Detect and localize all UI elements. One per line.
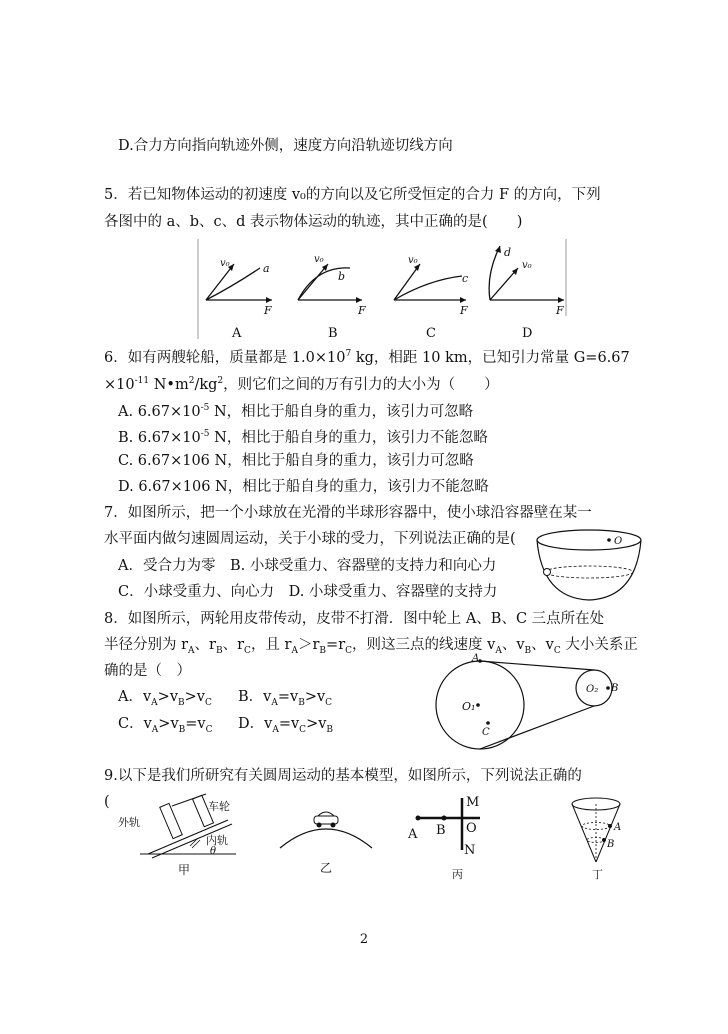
q8-line3: 确的是（ ） bbox=[104, 663, 191, 679]
q7-options-cd: C．小球受重力、向心力 D. 小球受重力、容器壁的支持力 bbox=[118, 584, 498, 600]
q9-jia-outer-rail: 外轨 bbox=[118, 816, 140, 829]
q8-point-a: A bbox=[472, 653, 480, 664]
q5-panel-label-c: C bbox=[426, 326, 436, 341]
q9-jia-inner-rail: 内轨 bbox=[206, 834, 228, 847]
q6-option-b: B. $6.67\times 10^{-5}$ N，相比于船自身的重力，该引力不能忽略 bbox=[118, 429, 488, 446]
q9-jia-theta: θ bbox=[210, 846, 217, 857]
q5-panel-a bbox=[206, 258, 272, 341]
q9-bing-label-n: N bbox=[464, 843, 476, 858]
q9-fig-yi-arch-bridge bbox=[276, 800, 376, 880]
q9-ding-label-a: A bbox=[614, 822, 622, 833]
q8-point-b: B bbox=[611, 683, 619, 694]
page-number: 2 bbox=[359, 932, 369, 947]
q5-d-F: F bbox=[556, 304, 564, 317]
q5-panel-label-a: A bbox=[232, 326, 242, 341]
q5-b-curve: b bbox=[338, 270, 346, 283]
q9-bing-label-a: A bbox=[408, 827, 418, 842]
q4-option-d: D.合力方向指向轨迹外侧，速度方向沿轨迹切线方向 bbox=[118, 138, 453, 154]
q5-d-curve: d bbox=[504, 246, 512, 259]
q9-line2: ( bbox=[104, 794, 110, 810]
q5-d-v0: v₀ bbox=[522, 260, 532, 271]
q9-bing-label-b: B bbox=[436, 823, 446, 838]
q5-c-F: F bbox=[460, 304, 468, 317]
q7-hemisphere-figure bbox=[534, 528, 644, 604]
q5-trajectory-figure bbox=[198, 236, 570, 340]
q9-bing-label-m: M bbox=[466, 795, 480, 810]
q7-options-ab: A．受合力为零 B. 小球受重力、容器壁的支持力和向心力 bbox=[118, 558, 497, 574]
q6-option-c: C. 6.67×106 N，相比于船自身的重力，该引力可忽略 bbox=[118, 453, 474, 469]
q8-option-d: D．$v_A=v_C>v_B$ bbox=[238, 716, 334, 735]
q5-a-v0: v₀ bbox=[220, 258, 230, 269]
q8-option-a: A．$v_A>v_B>v_C$ bbox=[118, 689, 212, 708]
q5-b-F: F bbox=[358, 304, 366, 317]
q5-panel-c bbox=[394, 255, 468, 341]
q9-ding-label-b: B bbox=[607, 839, 615, 850]
q9-fig-bing-rod bbox=[404, 792, 504, 882]
q5-panel-d bbox=[489, 246, 564, 341]
q5-b-v0: v₀ bbox=[314, 254, 324, 265]
q9-jia-caption: 甲 bbox=[178, 863, 191, 877]
q8-option-c: C．$v_A>v_B=v_C$ bbox=[118, 716, 213, 735]
q9-ding-caption: 丁 bbox=[592, 868, 603, 881]
q6-line2: $\times 10^{-11}$ $N•m^2/kg^2$，则它们之间的万有引力的大小为（ ） bbox=[104, 376, 499, 393]
q5-panel-b bbox=[298, 254, 366, 341]
q5-a-F: F bbox=[264, 304, 272, 317]
q5-c-curve: c bbox=[462, 272, 469, 285]
q9-fig-jia-banked-track bbox=[118, 792, 268, 882]
q8-center-o1: O₁ bbox=[462, 700, 476, 713]
q6-line1: 6．如有两艘轮船，质量都是 $1.0\times 10^7$ kg，相距 10 km，已知引力常量 G=6.67 bbox=[104, 349, 630, 366]
q7-line2: 水平面内做匀速圆周运动，关于小球的受力，下列说法正确的是( bbox=[104, 531, 516, 547]
q5-line2: 各图中的 a、b、c、d 表示物体运动的轨迹，其中正确的是( ) bbox=[104, 214, 523, 230]
q8-line1: 8．如图所示，两轮用皮带传动，皮带不打滑．图中轮上 A、B、C 三点所在处 bbox=[104, 611, 605, 627]
q5-a-curve: a bbox=[263, 262, 270, 275]
q8-belt-figure bbox=[432, 655, 622, 755]
q7-line1: 7．如图所示，把一个小球放在光滑的半球形容器中，使小球沿容器壁在某一 bbox=[104, 505, 592, 521]
q9-bing-caption: 丙 bbox=[452, 868, 463, 881]
q5-panel-label-d: D bbox=[522, 326, 533, 341]
q5-panel-label-b: B bbox=[328, 326, 338, 341]
q6-option-d: D. 6.67×106 N，相比于船自身的重力，该引力不能忽略 bbox=[118, 479, 489, 495]
q9-fig-ding-cone bbox=[566, 792, 636, 882]
q8-option-b: B．$v_A=v_B>v_C$ bbox=[238, 689, 333, 708]
q8-line2: 半径分别为 $r_A$、$r_B$、$r_C$，且 $r_A>r_B=r_C$，则这三点的线速度 $v_A$、$v_B$、$v_C$ 大小关系正 bbox=[104, 637, 638, 656]
q9-yi-caption: 乙 bbox=[320, 861, 333, 875]
q6-option-a: A. $6.67\times 10^{-5}$ N，相比于船自身的重力，该引力可忽略 bbox=[118, 403, 474, 420]
q8-point-c: C bbox=[482, 727, 490, 738]
q5-line1: 5．若已知物体运动的初速度 v₀的方向以及它所受恒定的合力 F 的方向，下列 bbox=[104, 187, 601, 203]
q9-line1: 9.以下是我们所研究有关圆周运动的基本模型，如图所示，下列说法正确的 bbox=[104, 768, 582, 784]
q7-center-label: O bbox=[614, 536, 623, 547]
q9-jia-wheel: 车轮 bbox=[208, 800, 230, 813]
q9-bing-label-o: O bbox=[466, 821, 477, 836]
q8-center-o2: O₂ bbox=[586, 684, 599, 695]
q5-c-v0: v₀ bbox=[408, 255, 418, 266]
